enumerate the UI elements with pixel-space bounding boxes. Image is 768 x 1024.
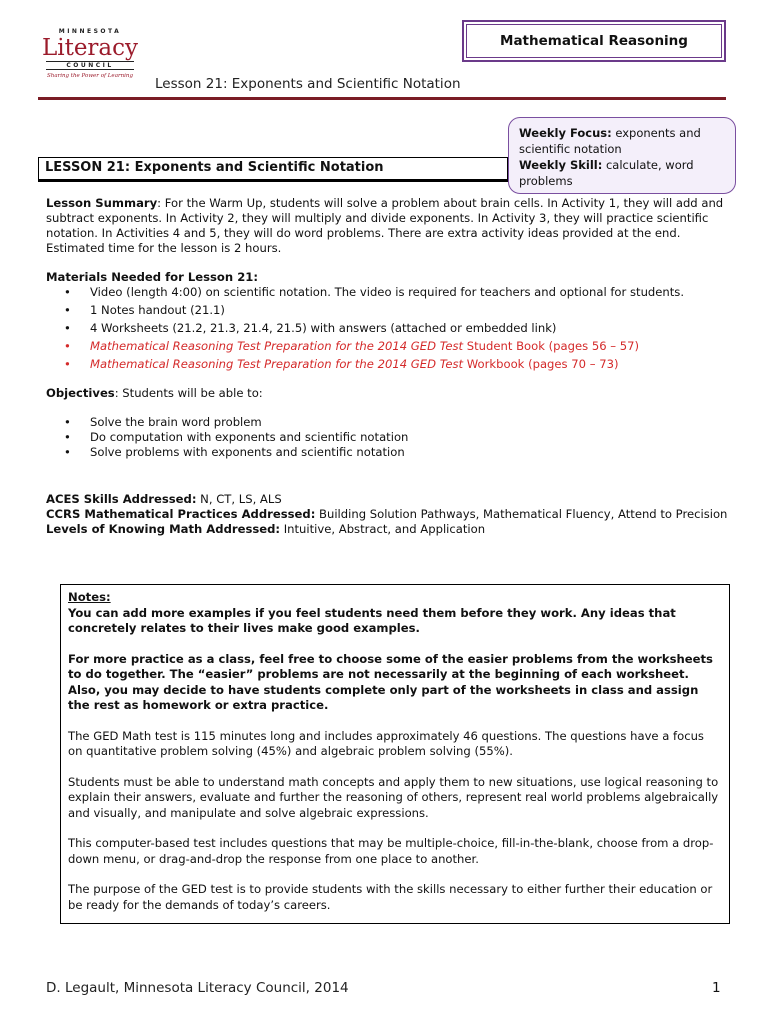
levels-of-knowing: Levels of Knowing Math Addressed: Intuitive, Abstract, and Application <box>46 522 486 536</box>
notes-box <box>60 584 730 924</box>
logo-main-text: Literacy <box>41 35 139 61</box>
list-item: • Solve problems with exponents and scientific notation <box>90 445 730 460</box>
list-item-ged-student-book: • Mathematical Reasoning Test Preparation for the 2014 GED Test Student Book (pages 56 – 57) <box>90 339 730 354</box>
header-divider <box>38 97 726 100</box>
list-item: • Solve the brain word problem <box>90 415 730 430</box>
materials-heading: Materials Needed for Lesson 21: <box>46 270 258 284</box>
notes-paragraph: This computer-based test includes questions that may be multiple-choice, fill-in-the-blank, choose from a drop-down menu, or drag-and-drop the response from one place to another. <box>68 836 714 866</box>
objectives-label: Objectives <box>46 386 115 400</box>
notes-paragraph: The GED Math test is 115 minutes long and includes approximately 46 questions. The questions have a focus on quantitative problem solving (45%) and algebraic problem solving (55%). <box>68 728 704 758</box>
lesson-summary-label: Lesson Summary <box>46 196 158 210</box>
lesson-body <box>46 196 730 537</box>
weekly-skill <box>519 157 725 189</box>
ccrs-practices: CCRS Mathematical Practices Addressed: Building Solution Pathways, Mathematical Fluency, Attend to Precision <box>46 507 728 521</box>
lesson-summary-text: : For the Warm Up, students will solve a problem about brain cells. In Activity 1, they will add and subtract exponents. In Activity 2, they will multiply and divide exponents. In Activity 3, they will practice scientific notation. In Activities 4 and 5, they will do word problems. There are extra activity ideas provided at the end. Estimated time for the lesson is 2 hours. <box>46 196 724 255</box>
weekly-focus <box>519 125 725 157</box>
list-item: • Do computation with exponents and scientific notation <box>90 430 730 445</box>
notes-paragraph: Students must be able to understand math concepts and apply them to new situations, use logical reasoning to explain their answers, evaluate and further the reasoning of others, represent real world problems algebraically and visually, and manipulate and solve algebraic expressions. <box>68 774 719 820</box>
subject-label: Mathematical Reasoning <box>466 24 722 58</box>
weekly-focus-label: Weekly Focus: <box>519 126 612 140</box>
weekly-skill-label: Weekly Skill: <box>519 158 603 172</box>
list-item: • Video (length 4:00) on scientific notation. The video is required for teachers and optional for students. <box>90 285 730 300</box>
lesson-heading: LESSON 21: Exponents and Scientific Notation <box>38 157 508 182</box>
weekly-skill-value: calculate, word problems <box>519 158 694 188</box>
logo-tagline: Sharing the Power of Learning <box>47 73 133 79</box>
minnesota-literacy-council-logo <box>40 28 140 79</box>
materials-list <box>46 285 730 372</box>
lesson-summary <box>46 196 730 256</box>
weekly-focus-box <box>508 117 736 194</box>
aces-skills: ACES Skills Addressed: N, CT, LS, ALS <box>46 492 282 506</box>
header-lesson-title: Lesson 21: Exponents and Scientific Notation <box>155 76 461 92</box>
notes-paragraph: The purpose of the GED test is to provide students with the skills necessary to either further their education or be ready for the demands of today’s careers. <box>68 882 713 912</box>
notes-title: Notes: <box>68 590 111 604</box>
subject-box <box>462 20 726 62</box>
logo-bottom-text: COUNCIL <box>46 61 134 70</box>
objectives <box>46 386 730 401</box>
list-item: • 1 Notes handout (21.1) <box>90 303 730 318</box>
notes-bold-paragraph: For more practice as a class, feel free to choose some of the easier problems from the worksheets to do together. The “easier” problems are not necessarily at the beginning of each worksheet. Also, you may decide to have students complete only part of the worksheets in class and assign the rest as homework or extra practice. <box>68 651 713 712</box>
list-item: • 4 Worksheets (21.2, 21.3, 21.4, 21.5) with answers (attached or embedded link) <box>90 321 730 336</box>
weekly-focus-value: exponents and scientific notation <box>519 126 701 156</box>
page-number: 1 <box>712 980 721 996</box>
list-item-ged-workbook: • Mathematical Reasoning Test Preparation for the 2014 GED Test Workbook (pages 70 – 73) <box>90 357 730 372</box>
objectives-list <box>46 415 730 460</box>
logo-top-text: MINNESOTA <box>58 28 122 35</box>
footer-credit: D. Legault, Minnesota Literacy Council, 2014 <box>46 980 349 996</box>
notes-bold-paragraph: You can add more examples if you feel students need them before they work. Any ideas that concretely relates to their lives make good examples. <box>68 605 676 635</box>
objectives-text: : Students will be able to: <box>114 386 263 400</box>
